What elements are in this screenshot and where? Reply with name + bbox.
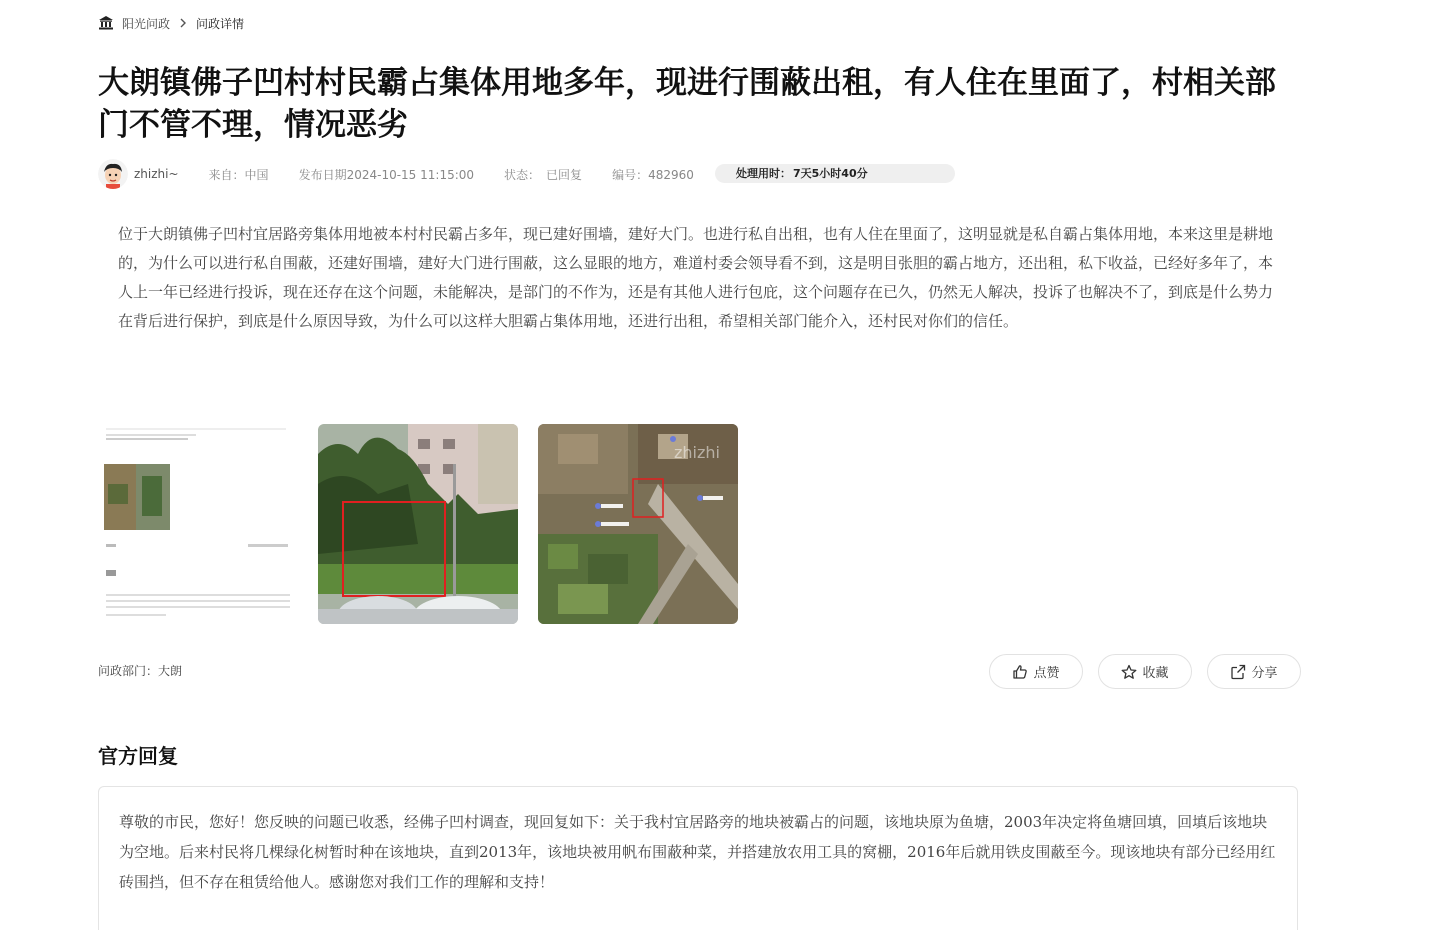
- page-title: 大朗镇佛子凹村村民霸占集体用地多年，现进行围蔽出租，有人住在里面了，村相关部门不管不理，情况恶劣: [98, 65, 1276, 143]
- official-reply-box: [98, 786, 1298, 930]
- meta-from-value: 中国: [244, 167, 269, 182]
- like-button[interactable]: [989, 654, 1083, 689]
- map-watermark: zhizhi: [674, 443, 720, 462]
- department-info: [98, 662, 182, 679]
- processing-time-label: 处理用时：: [736, 167, 791, 180]
- breadcrumb: [98, 13, 244, 33]
- government-building-icon: [98, 15, 114, 31]
- processing-time-value: 7天5小时40分: [793, 167, 868, 180]
- meta-status-value: 已回复: [546, 167, 583, 182]
- department-label: 问政部门：: [98, 664, 159, 678]
- like-label: 点赞: [1033, 666, 1060, 681]
- department-value: 大朗: [158, 664, 183, 678]
- meta-status-label: 状态：: [504, 167, 541, 182]
- favorite-label: 收藏: [1142, 666, 1169, 681]
- image-thumbnail-photo[interactable]: [318, 424, 518, 624]
- breadcrumb-current: 问政详情: [196, 16, 245, 31]
- post-meta: [98, 158, 724, 190]
- share-label: 分享: [1251, 666, 1278, 681]
- avatar[interactable]: [98, 159, 128, 189]
- image-thumbnail-document[interactable]: [98, 424, 298, 624]
- share-button[interactable]: [1207, 654, 1301, 689]
- author-name[interactable]: zhizhi~: [134, 167, 179, 181]
- meta-number-label: 编号：: [612, 167, 649, 182]
- star-icon: [1121, 664, 1137, 680]
- meta-number-value: 482960: [648, 167, 694, 182]
- meta-date-value: 2024-10-15 11:15:00: [346, 167, 475, 182]
- image-thumbnail-map[interactable]: [538, 424, 738, 624]
- official-reply-heading: 官方回复: [98, 744, 178, 768]
- official-reply-text: 尊敬的市民，您好！您反映的问题已收悉，经佛子凹村调查，现回复如下：关于我村宜居路旁的地块被霸占的问题，该地块原为鱼塘，2003年决定将鱼塘回填，回填后该地块为空地。后来村民将几棵绿化树暂时种在该地块，直到2013年，该地块被用帆布围蔽种菜，并搭建放农用工具的窝棚，2016年后就用铁皮围蔽至今。现该地块有部分已经用红砖围挡，但不存在租赁给他人。感谢您对我们工作的理解和支持！: [119, 813, 1276, 891]
- breadcrumb-home-link[interactable]: 阳光问政: [122, 16, 171, 31]
- thumbs-up-icon: [1012, 664, 1028, 680]
- meta-from-label: 来自：: [208, 167, 245, 182]
- meta-date-label: 发布日期: [298, 167, 347, 182]
- action-bar: [989, 654, 1301, 689]
- meta-from: [209, 166, 269, 183]
- chevron-right-icon: [179, 18, 187, 28]
- favorite-button[interactable]: [1098, 654, 1192, 689]
- image-gallery: [98, 424, 738, 624]
- meta-date: [299, 166, 474, 183]
- share-icon: [1230, 664, 1246, 680]
- meta-number: [612, 166, 694, 183]
- post-content: 位于大朗镇佛子凹村宜居路旁集体用地被本村村民霸占多年，现已建好围墙，建好大门。也进行私自出租，也有人住在里面了，这明显就是私自霸占集体用地，本来这里是耕地的，为什么可以进行私自围蔽，还建好围墙，建好大门进行围蔽，这么显眼的地方，难道村委会领导看不到，这是明目张胆的霸占地方，还出租，私下收益，已经好多年了，本人上一年已经进行投诉，现在还存在这个问题，未能解决，是部门的不作为，还是有其他人进行包庇，这个问题存在已久，仍然无人解决，投诉了也解决不了，到底是什么势力在背后进行保护，到底是什么原因导致，为什么可以这样大胆霸占集体用地，还进行出租，希望相关部门能介入，还村民对你们的信任。: [118, 225, 1274, 330]
- processing-time-badge: [715, 164, 955, 183]
- meta-status: [504, 166, 582, 183]
